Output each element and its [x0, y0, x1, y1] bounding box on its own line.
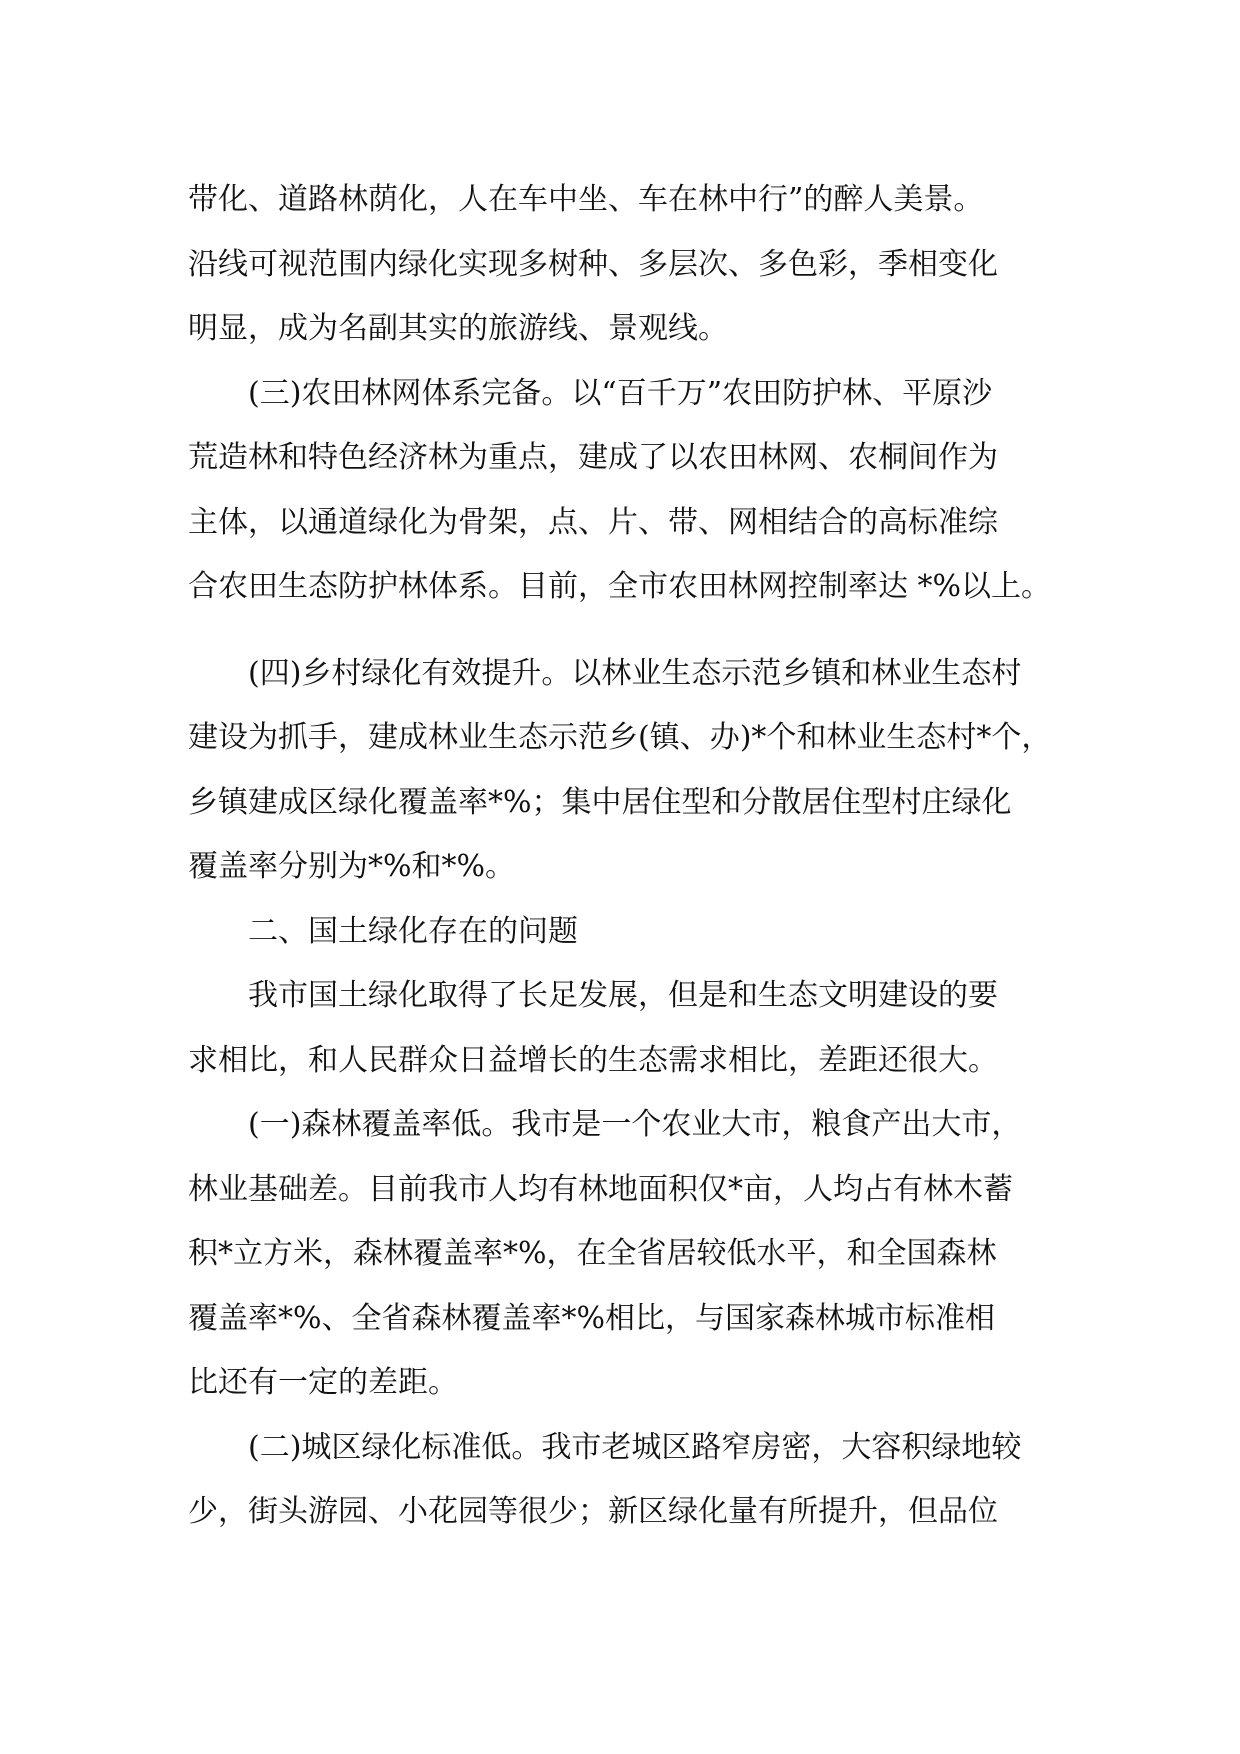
- text-line: 荒造林和特色经济林为重点，建成了以农田林网、农桐间作为: [188, 440, 998, 475]
- section-heading-line: (四)乡村绿化有效提升。以林业生态示范乡镇和林业生态村: [248, 655, 1022, 691]
- section-heading-line: (一)森林覆盖率低。我市是一个农业大市，粮食产出大市，: [248, 1107, 1022, 1142]
- text-line: 主体，以通道绿化为骨架，点、片、带、网相结合的高标准综: [188, 504, 998, 540]
- text-line: 明显，成为名副其实的旅游线、景观线。: [188, 311, 728, 346]
- section-heading-line: (二)城区绿化标准低。我市老城区路窄房密，大容积绿地较: [248, 1429, 1022, 1465]
- document-body: [188, 168, 1068, 1545]
- paragraph-gap: [188, 620, 1068, 642]
- text-line: 求相比，和人民群众日益增长的生态需求相比，差距还很大。: [188, 1042, 998, 1078]
- text-line: 覆盖率*%、全省森林覆盖率*%相比，与国家森林城市标准相: [188, 1300, 996, 1336]
- section-heading-line: (三)农田林网体系完备。以“百千万”农田防护林、平原沙: [248, 375, 993, 411]
- text-line: 少，街头游园、小花园等很少；新区绿化量有所提升，但品位: [188, 1494, 998, 1529]
- text-line: 沿线可视范围内绿化实现多树种、多层次、多色彩，季相变化: [188, 246, 998, 282]
- text-line: 带化、道路林荫化，人在车中坐、车在林中行”的醉人美景。: [188, 182, 984, 217]
- text-line: 建设为抓手，建成林业生态示范乡(镇、办)*个和林业生态村*个，: [188, 720, 1052, 755]
- text-line: 合农田生态防护林体系。目前，全市农田林网控制率达 *%以上。: [188, 569, 1052, 604]
- text-line: 覆盖率分别为*%和*%。: [188, 849, 516, 884]
- text-line: 乡镇建成区绿化覆盖率*%；集中居住型和分散居住型村庄绿化: [188, 784, 1012, 820]
- text-line: 林业基础差。目前我市人均有林地面积仅*亩，人均占有林木蓄: [188, 1171, 1013, 1207]
- paragraph-start-line: 我市国土绿化取得了长足发展，但是和生态文明建设的要: [248, 978, 998, 1013]
- chapter-heading: 二、国土绿化存在的问题: [248, 913, 578, 949]
- text-line: 积*立方米，森林覆盖率*%，在全省居较低水平，和全国森林: [188, 1236, 997, 1271]
- text-line: 比还有一定的差距。: [188, 1365, 458, 1400]
